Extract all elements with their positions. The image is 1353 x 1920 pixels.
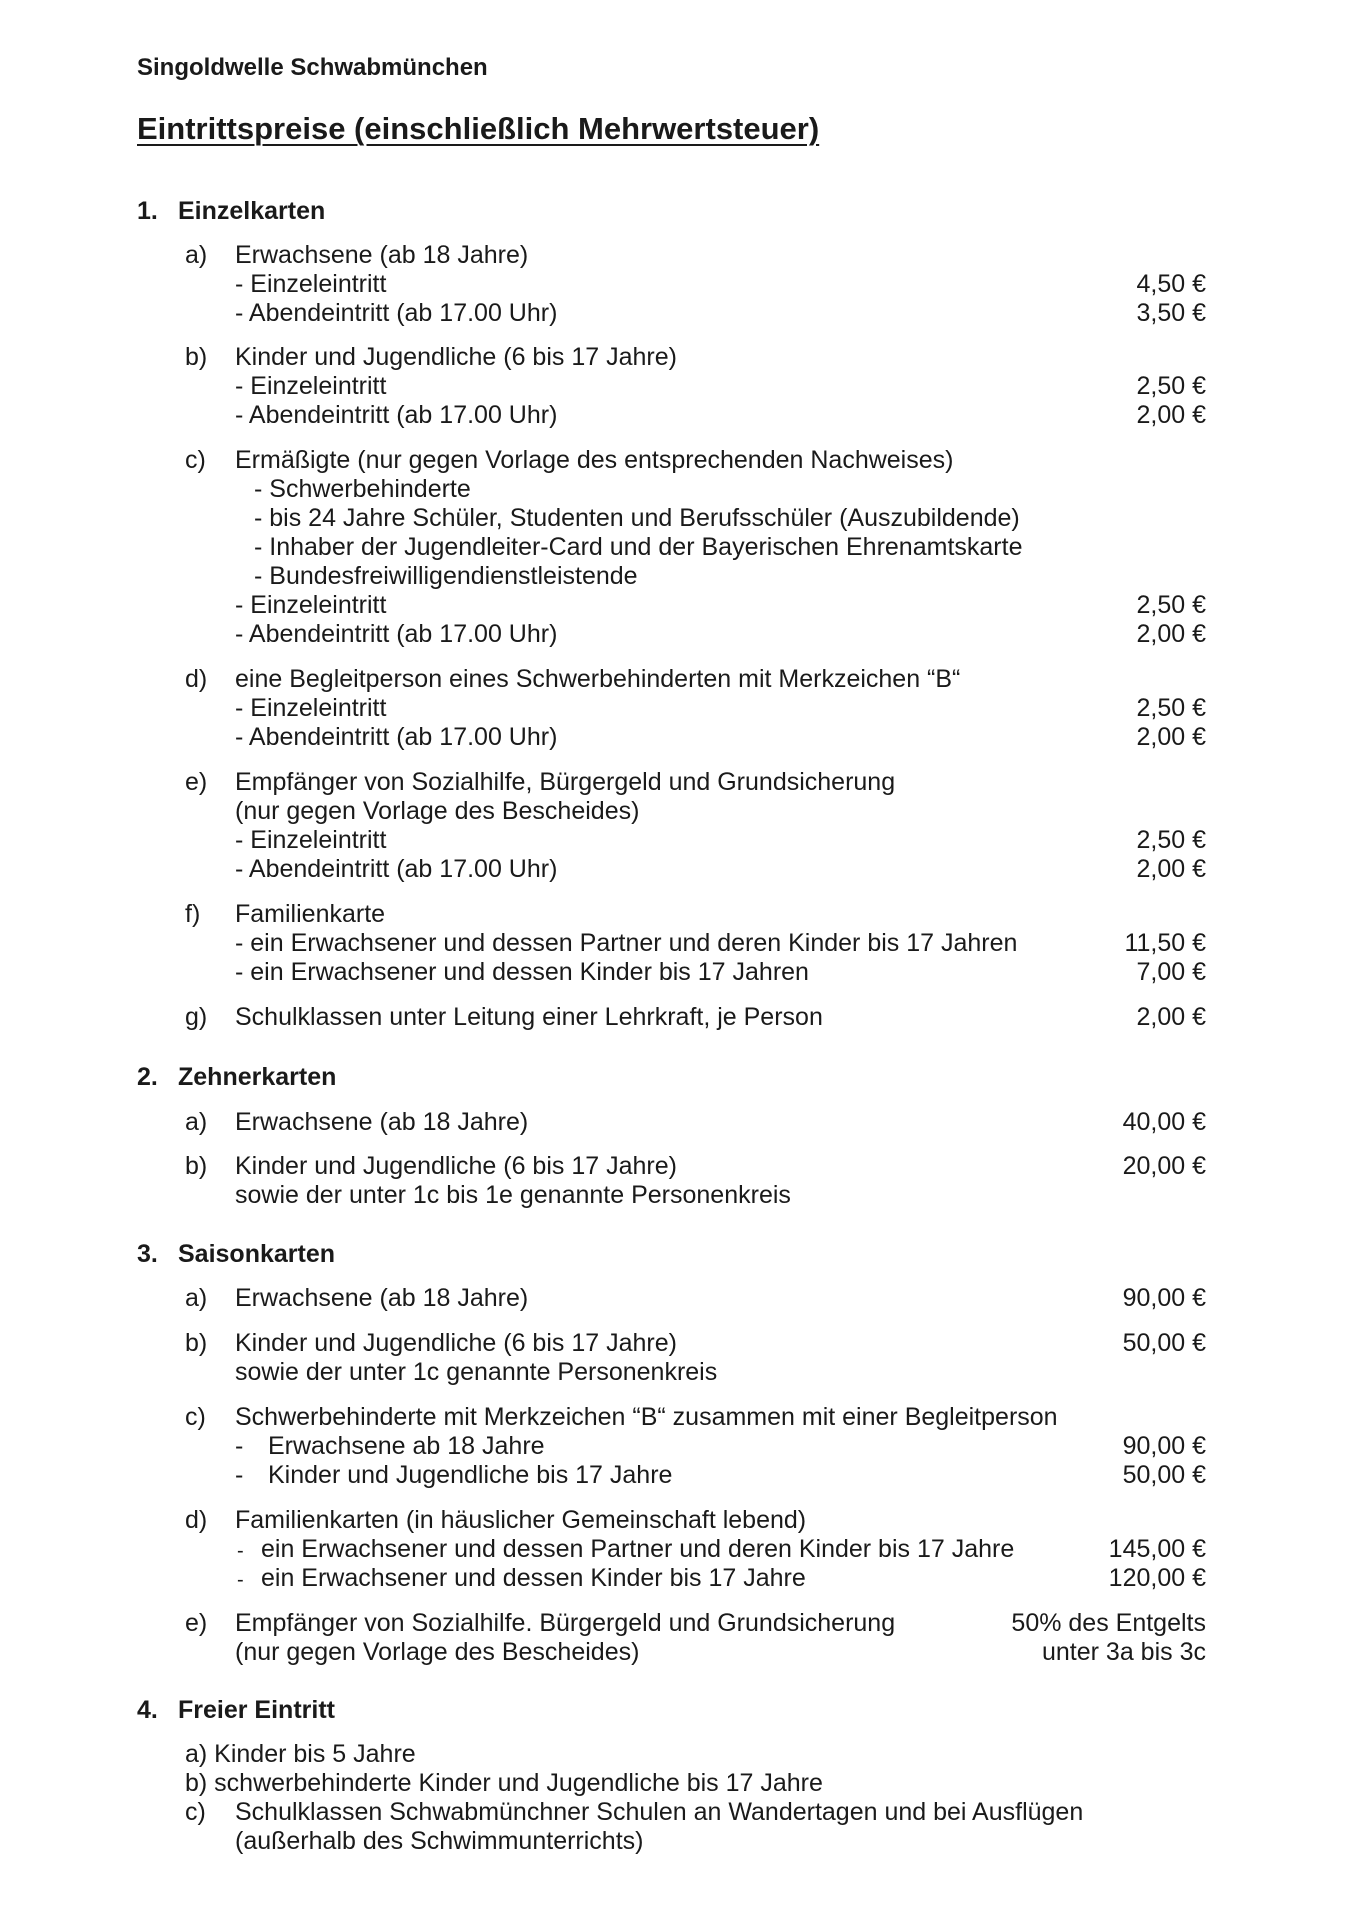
section-2-number: 2. <box>137 1063 158 1091</box>
item-1a-letter: a) <box>185 241 208 269</box>
item-3b-subheading: sowie der unter 1c genannte Personenkreis <box>235 1358 718 1386</box>
item-1a-price-1: 4,50 € <box>1136 270 1206 298</box>
item-3e-price-line-2: unter 3a bis 3c <box>1042 1638 1206 1666</box>
item-1f-letter: f) <box>185 900 201 928</box>
item-3c-letter: c) <box>185 1403 206 1431</box>
item-1d-price-2: 2,00 € <box>1136 723 1206 751</box>
item-1e-subheading: (nur gegen Vorlage des Bescheides) <box>235 797 640 825</box>
item-3c-price-1: 90,00 € <box>1122 1432 1206 1460</box>
item-3a-letter: a) <box>185 1284 208 1312</box>
item-3c-bullet-1: - <box>235 1432 244 1460</box>
item-2a-heading: Erwachsene (ab 18 Jahre) <box>235 1108 529 1136</box>
item-1b-letter: b) <box>185 343 208 371</box>
item-1c-heading: Ermäßigte (nur gegen Vorlage des entsprechenden Nachweises) <box>235 446 954 474</box>
item-1b-heading: Kinder und Jugendliche (6 bis 17 Jahre) <box>235 343 677 371</box>
item-2a-letter: a) <box>185 1108 208 1136</box>
item-3b-price: 50,00 € <box>1122 1329 1206 1357</box>
item-3b-letter: b) <box>185 1329 208 1357</box>
item-3e-heading: Empfänger von Sozialhilfe. Bürgergeld und Grundsicherung <box>235 1609 896 1637</box>
item-3d-letter: d) <box>185 1506 208 1534</box>
item-1g-letter: g) <box>185 1003 208 1031</box>
item-3b-heading: Kinder und Jugendliche (6 bis 17 Jahre) <box>235 1329 677 1357</box>
section-1-number: 1. <box>137 197 158 225</box>
item-1d-heading: eine Begleitperson eines Schwerbehinderten mit Merkzeichen “B“ <box>235 665 961 693</box>
item-3e-price-line-1: 50% des Entgelts <box>1011 1609 1206 1637</box>
item-1e-price-2: 2,00 € <box>1136 855 1206 883</box>
item-4c-subheading: (außerhalb des Schwimmunterrichts) <box>235 1827 644 1855</box>
item-1b-price-2: 2,00 € <box>1136 401 1206 429</box>
item-3e-letter: e) <box>185 1609 208 1637</box>
item-1f-price-1: 11,50 € <box>1124 929 1206 957</box>
item-3d-price-1: 145,00 € <box>1108 1535 1206 1563</box>
item-1a-line-2: - Abendeintritt (ab 17.00 Uhr) <box>235 299 558 327</box>
item-1a-heading: Erwachsene (ab 18 Jahre) <box>235 241 529 269</box>
item-3c-line-1: Erwachsene ab 18 Jahre <box>268 1432 545 1460</box>
item-1g-price: 2,00 € <box>1136 1003 1206 1031</box>
item-1c-line-1: - Einzeleintritt <box>235 591 387 619</box>
item-3e-subheading: (nur gegen Vorlage des Bescheides) <box>235 1638 640 1666</box>
item-1f-price-2: 7,00 € <box>1136 958 1206 986</box>
item-3d-line-2: ein Erwachsener und dessen Kinder bis 17 Jahre <box>261 1564 806 1592</box>
item-3d-bullet-2: - <box>237 1569 244 1591</box>
item-1c-price-1: 2,50 € <box>1136 591 1206 619</box>
item-2b-heading: Kinder und Jugendliche (6 bis 17 Jahre) <box>235 1152 677 1180</box>
organisation-name: Singoldwelle Schwabmünchen <box>137 54 488 81</box>
item-3c-bullet-2: - <box>235 1461 244 1489</box>
item-3c-line-2: Kinder und Jugendliche bis 17 Jahre <box>268 1461 673 1489</box>
page-title: Eintrittspreise (einschließlich Mehrwertsteuer) <box>137 111 820 146</box>
item-1c-group-2: - bis 24 Jahre Schüler, Studenten und Berufsschüler (Auszubildende) <box>254 504 1020 532</box>
item-3c-price-2: 50,00 € <box>1122 1461 1206 1489</box>
item-3d-bullet-1: - <box>237 1540 244 1562</box>
item-2b-price: 20,00 € <box>1122 1152 1206 1180</box>
item-1d-price-1: 2,50 € <box>1136 694 1206 722</box>
item-1a-line-1: - Einzeleintritt <box>235 270 387 298</box>
section-3-title: Saisonkarten <box>178 1240 336 1268</box>
item-1e-line-2: - Abendeintritt (ab 17.00 Uhr) <box>235 855 558 883</box>
item-1e-price-1: 2,50 € <box>1136 826 1206 854</box>
item-4a: a) Kinder bis 5 Jahre <box>185 1740 416 1768</box>
item-1c-line-2: - Abendeintritt (ab 17.00 Uhr) <box>235 620 558 648</box>
item-1e-line-1: - Einzeleintritt <box>235 826 387 854</box>
item-1f-line-1: - ein Erwachsener und dessen Partner und deren Kinder bis 17 Jahren <box>235 929 1018 957</box>
item-1a-price-2: 3,50 € <box>1136 299 1206 327</box>
item-1b-line-2: - Abendeintritt (ab 17.00 Uhr) <box>235 401 558 429</box>
item-1c-price-2: 2,00 € <box>1136 620 1206 648</box>
item-1d-line-2: - Abendeintritt (ab 17.00 Uhr) <box>235 723 558 751</box>
item-1c-group-4: - Bundesfreiwilligendienstleistende <box>254 562 638 590</box>
item-1e-heading: Empfänger von Sozialhilfe, Bürgergeld und Grundsicherung <box>235 768 896 796</box>
item-2b-letter: b) <box>185 1152 208 1180</box>
item-3d-line-1: ein Erwachsener und dessen Partner und deren Kinder bis 17 Jahre <box>261 1535 1015 1563</box>
item-4c-heading: Schulklassen Schwabmünchner Schulen an Wandertagen und bei Ausflügen <box>235 1798 1084 1826</box>
item-1c-group-3: - Inhaber der Jugendleiter-Card und der Bayerischen Ehrenamtskarte <box>254 533 1023 561</box>
item-2b-subheading: sowie der unter 1c bis 1e genannte Personenkreis <box>235 1181 791 1209</box>
item-3a-price: 90,00 € <box>1122 1284 1206 1312</box>
item-3d-price-2: 120,00 € <box>1108 1564 1206 1592</box>
section-4-title: Freier Eintritt <box>178 1696 335 1724</box>
section-3-number: 3. <box>137 1240 158 1268</box>
item-1d-line-1: - Einzeleintritt <box>235 694 387 722</box>
item-1c-group-1: - Schwerbehinderte <box>254 475 471 503</box>
item-4b: b) schwerbehinderte Kinder und Jugendliche bis 17 Jahre <box>185 1769 823 1797</box>
item-1b-line-1: - Einzeleintritt <box>235 372 387 400</box>
item-2a-price: 40,00 € <box>1122 1108 1206 1136</box>
section-2-title: Zehnerkarten <box>178 1063 337 1091</box>
item-1b-price-1: 2,50 € <box>1136 372 1206 400</box>
item-1e-letter: e) <box>185 768 208 796</box>
item-1f-line-2: - ein Erwachsener und dessen Kinder bis 17 Jahren <box>235 958 809 986</box>
item-1c-letter: c) <box>185 446 206 474</box>
item-3d-heading: Familienkarten (in häuslicher Gemeinschaft lebend) <box>235 1506 807 1534</box>
item-4c-letter: c) <box>185 1798 206 1826</box>
item-1g-heading: Schulklassen unter Leitung einer Lehrkraft, je Person <box>235 1003 823 1031</box>
item-3c-heading: Schwerbehinderte mit Merkzeichen “B“ zusammen mit einer Begleitperson <box>235 1403 1058 1431</box>
section-1-title: Einzelkarten <box>178 197 326 225</box>
item-1d-letter: d) <box>185 665 208 693</box>
item-3a-heading: Erwachsene (ab 18 Jahre) <box>235 1284 529 1312</box>
item-1f-heading: Familienkarte <box>235 900 386 928</box>
section-4-number: 4. <box>137 1696 158 1724</box>
